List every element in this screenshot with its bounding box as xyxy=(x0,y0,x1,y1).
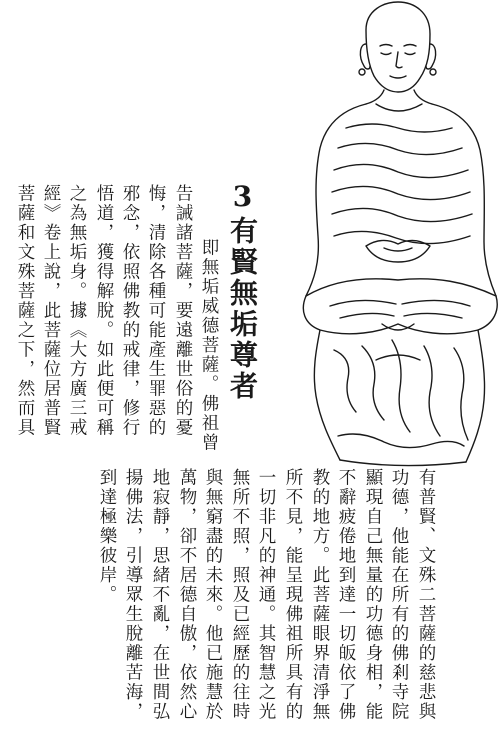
text-column: 悔，清除各種可能產生罪惡的 xyxy=(146,184,166,438)
text-column: 所不見，能呈現佛祖所具有的 xyxy=(283,468,303,722)
text-column: 到達極樂彼岸。 xyxy=(97,468,117,605)
text-column: 不辭疲倦地到達一切皈依了佛 xyxy=(336,468,356,722)
text-column: 與無窮盡的未來。他已施慧於 xyxy=(203,468,223,722)
text-column: 萬物，卻不居德自傲，依然心 xyxy=(177,468,197,722)
text-column: 教的地方。此菩薩眼界清淨無 xyxy=(310,468,330,722)
text-column: 有普賢、文殊二菩薩的慈悲與 xyxy=(416,468,436,722)
text-column: 一切非凡的神通。其智慧之光 xyxy=(256,468,276,722)
text-column: 告誡諸菩薩，要遠離世俗的憂 xyxy=(173,184,193,438)
text-column: 邪念，依照佛教的戒律，修行 xyxy=(120,184,140,438)
seated-arhat-illustration xyxy=(300,0,500,470)
text-column: 顯現自己無量的功德身相，能 xyxy=(363,468,383,722)
page-title: 3有賢無垢尊者 xyxy=(226,180,259,402)
text-column: 悟道，獲得解脫。如此便可稱 xyxy=(94,184,114,438)
text-column: 無所不照，照及已經歷的往時 xyxy=(230,468,250,722)
text-column: 之為無垢身。據《大方廣三戒 xyxy=(67,184,87,438)
text-column: 菩薩和文殊菩薩之下，然而具 xyxy=(15,184,35,438)
text-column: 經》卷上說，此菩薩位居普賢 xyxy=(41,184,61,438)
text-column: 地寂靜，思緒不亂，在世間弘 xyxy=(150,468,170,722)
text-column: 功德，他能在所有的佛剎寺院 xyxy=(389,468,409,722)
text-column: 即無垢威德菩薩。佛祖曾 xyxy=(199,238,219,453)
text-column: 揚佛法，引導眾生脫離苦海， xyxy=(123,468,143,722)
